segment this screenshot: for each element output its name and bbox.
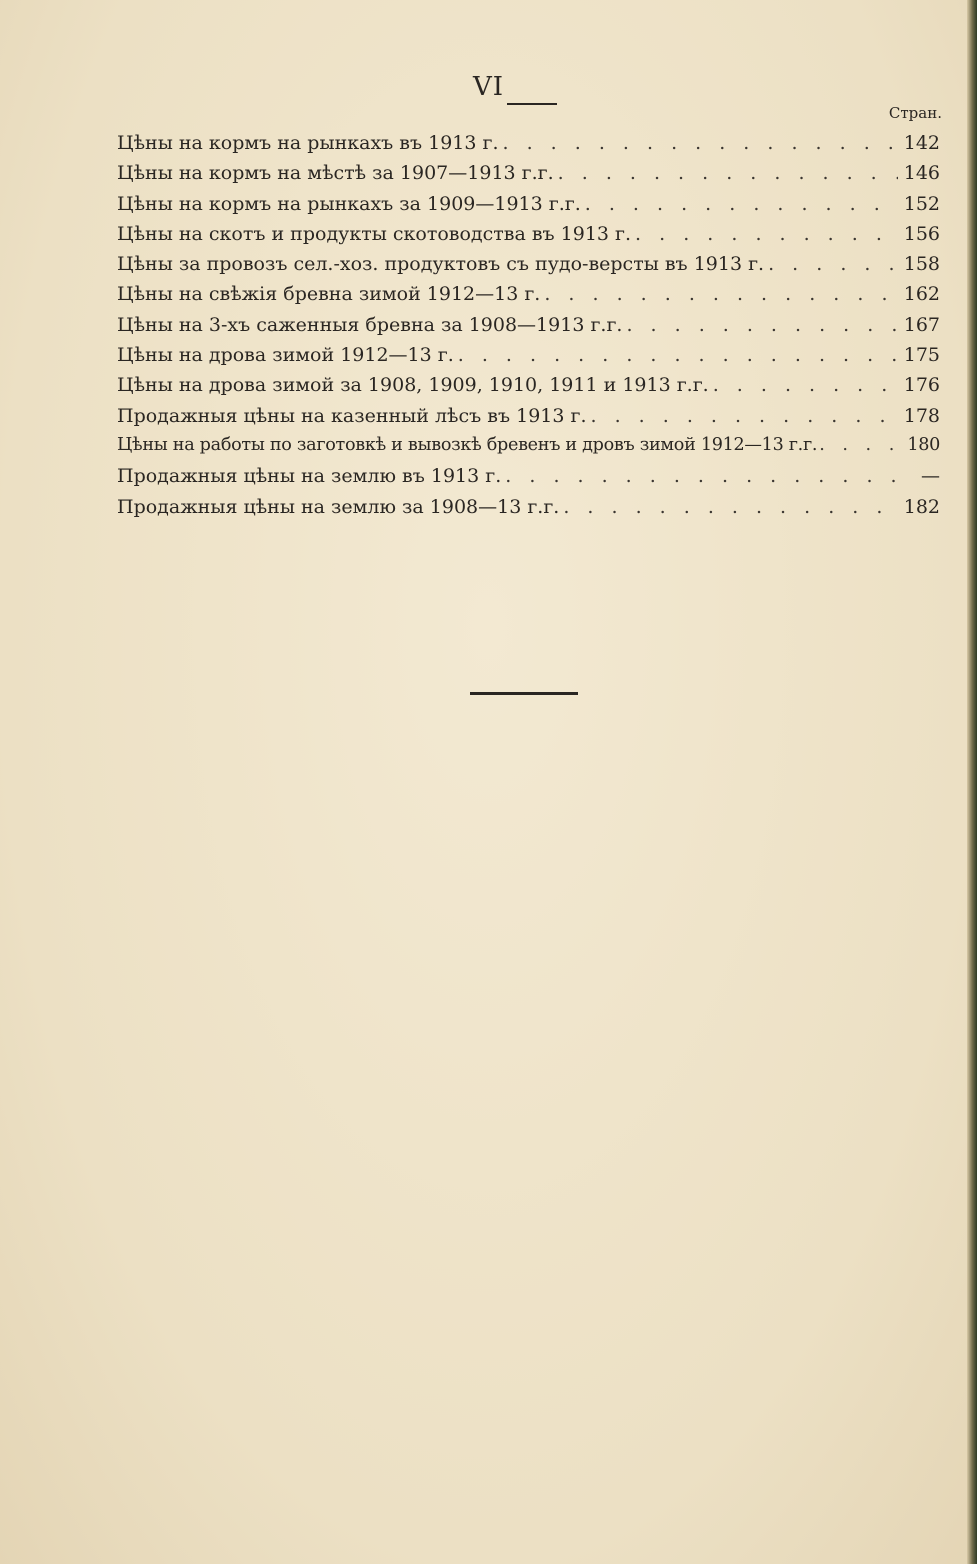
toc-entry: [117, 162, 940, 192]
toc-entry: [117, 344, 940, 374]
toc-entry-title: Цѣны на свѣжія бревна зимой 1912—13 г.: [117, 283, 541, 306]
dot-leader: [819, 435, 900, 455]
dot-leader: [558, 162, 898, 184]
page-number-roman: VI: [472, 72, 505, 102]
dot-leader: [635, 223, 898, 245]
toc-entry-title: Цѣны на дрова зимой за 1908, 1909, 1910, 1911 и 1913 г.г.: [117, 374, 709, 397]
dot-leader: [505, 465, 898, 487]
toc-entry-title: Цѣны на кормъ на мѣстѣ за 1907—1913 г.г.: [117, 162, 554, 185]
dot-leader: [503, 132, 898, 154]
toc-entry: [117, 223, 940, 253]
toc-entry-page: 162: [903, 283, 940, 306]
dot-leader: [458, 344, 898, 366]
toc-entry-page: 142: [903, 132, 940, 154]
page-edge-shadow: [967, 0, 977, 1564]
toc-entry-page: 152: [903, 192, 940, 215]
toc-entry-title: Продажныя цѣны на землю въ 1913 г.: [117, 465, 502, 488]
toc-entry-title: Цѣны на дрова зимой 1912—13 г.: [117, 344, 454, 367]
toc-entry-title: Цѣны на скотъ и продукты скотоводства въ 1913 г.: [117, 222, 632, 245]
toc-entry-page: 178: [903, 404, 940, 427]
toc-entry: [117, 405, 940, 435]
dot-leader: [713, 374, 898, 396]
toc-entry-page: —: [921, 465, 940, 488]
toc-entry-page: 175: [903, 344, 940, 367]
toc-entry: [117, 283, 940, 313]
toc-entry-title: Цѣны на кормъ на рынкахъ въ 1913 г.: [117, 132, 499, 154]
dot-leader: [768, 253, 898, 275]
dot-leader: [563, 496, 898, 518]
toc-entry-title: Цѣны за провозъ сел.-хоз. продуктовъ съ пудо-версты въ 1913 г.: [117, 253, 765, 276]
toc-entry: [117, 435, 940, 465]
toc-entry-title: Продажныя цѣны на землю за 1908—13 г.г.: [117, 495, 560, 518]
toc-entry: [117, 132, 940, 162]
toc-entry-page: 180: [907, 434, 940, 455]
toc-entry: [117, 253, 940, 283]
dot-leader: [626, 314, 898, 336]
table-of-contents: [117, 132, 940, 526]
toc-entry: [117, 193, 940, 223]
dot-leader: [591, 405, 899, 427]
toc-entry: [117, 465, 940, 495]
folio-underline: [507, 103, 557, 105]
page-column-heading: Стран.: [888, 104, 942, 122]
toc-entry-title: Цѣны на кормъ на рынкахъ за 1909—1913 г.г.: [117, 192, 581, 215]
toc-entry-page: 158: [903, 253, 940, 276]
toc-entry-page: 167: [903, 313, 940, 336]
toc-entry-page: 182: [903, 495, 940, 518]
toc-entry-page: 146: [903, 162, 940, 185]
toc-entry: [117, 374, 940, 404]
toc-entry-title: Цѣны на работы по заготовкѣ и вывозкѣ бревенъ и дровъ зимой 1912—13 г.г.: [117, 434, 818, 455]
dot-leader: [544, 283, 898, 305]
end-rule: [470, 692, 578, 695]
toc-entry: [117, 314, 940, 344]
toc-entry: [117, 496, 940, 526]
toc-entry-page: 156: [903, 222, 940, 245]
dot-leader: [585, 193, 898, 215]
toc-entry-title: Продажныя цѣны на казенный лѣсъ въ 1913 г.: [117, 404, 587, 427]
toc-entry-page: 176: [903, 374, 940, 397]
toc-entry-title: Цѣны на 3-хъ саженныя бревна за 1908—1913 г.г.: [117, 313, 623, 336]
